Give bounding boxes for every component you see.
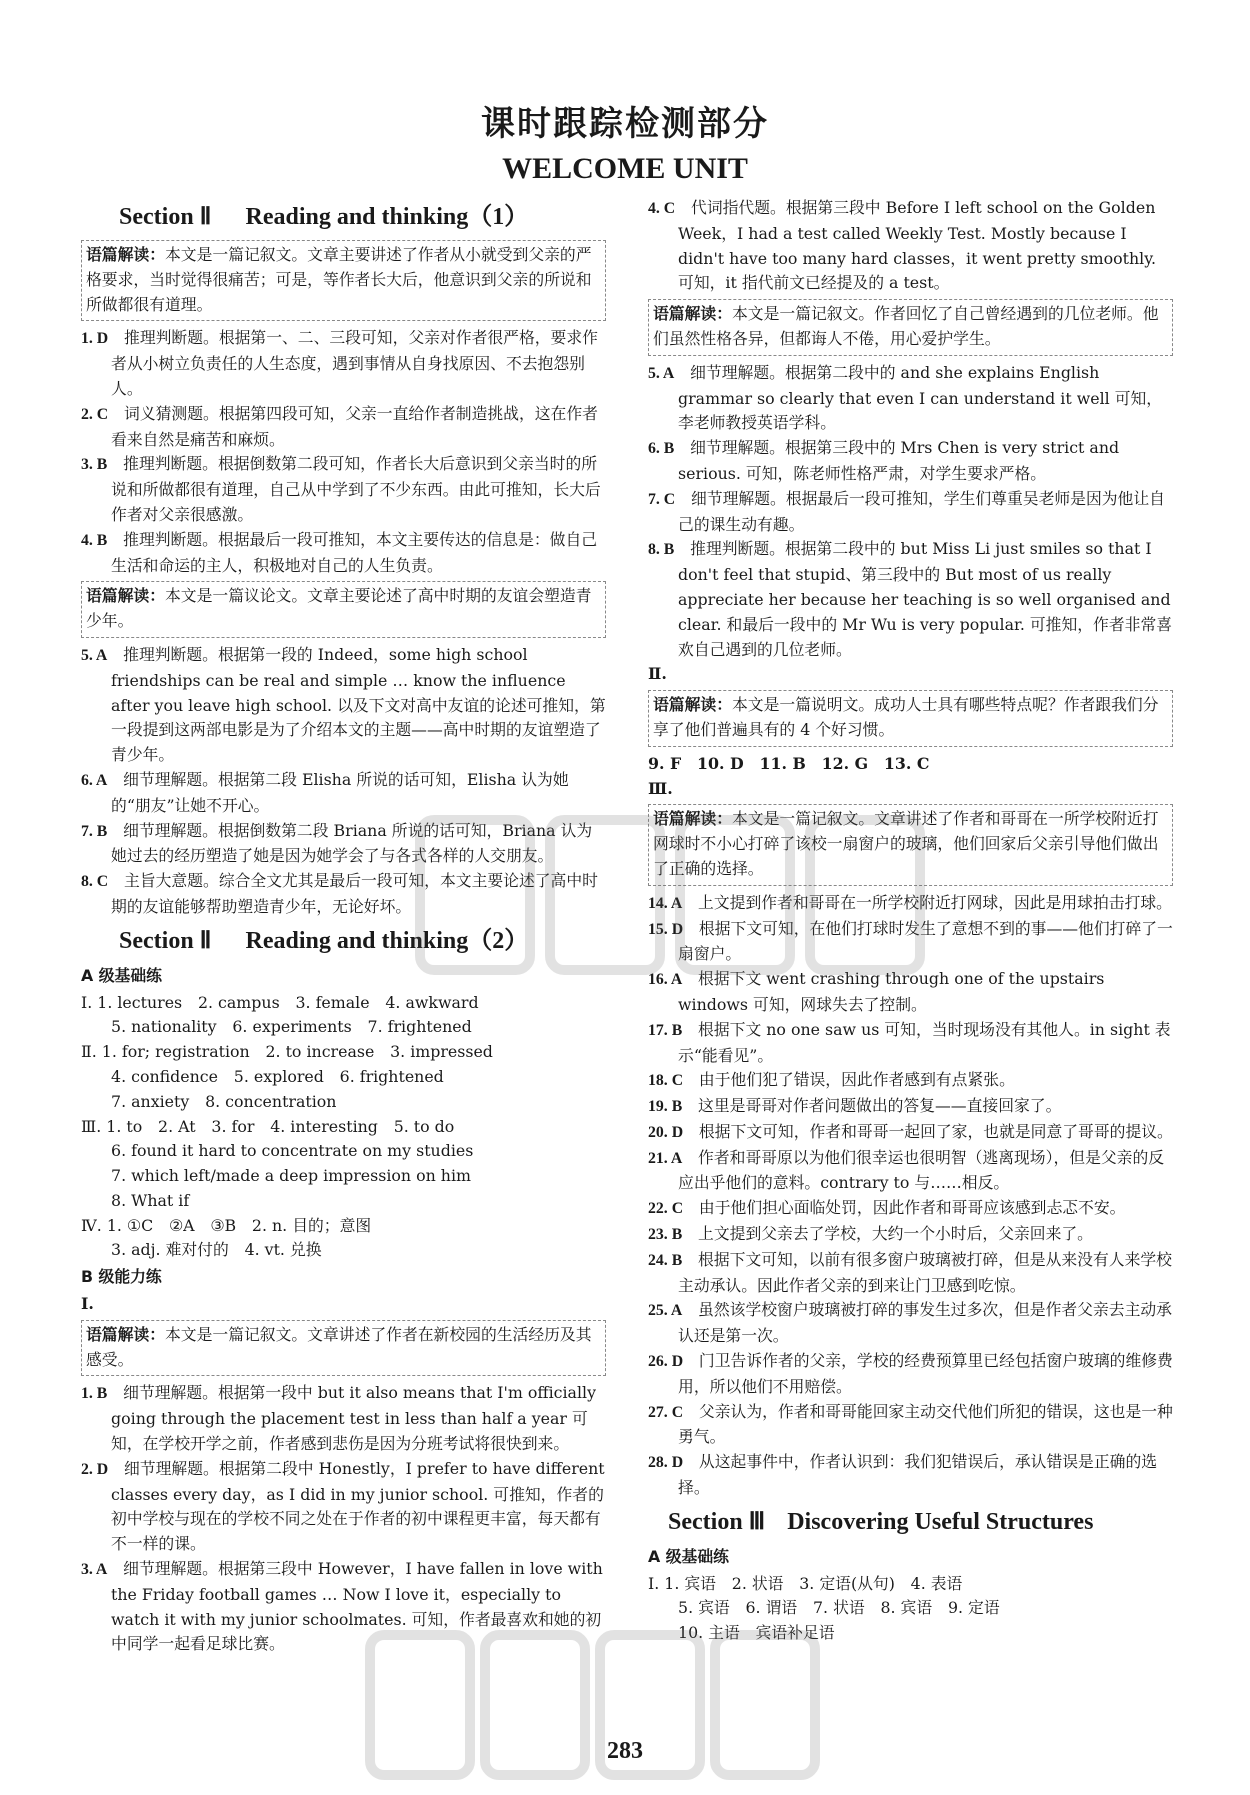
answer-item: 5. A 细节理解题。根据第二段中的 and she explains English grammar so clearly that even I can understand it well 可知，李老师教授英语学科。 [648,362,1163,433]
left-column [81,196,606,1657]
answer-item: 7. B 细节理解题。根据倒数第二段 Briana 所说的话可知，Briana 认为她过去的经历塑造了她是因为她学会了与各式各样的人交朋友。 [81,820,593,866]
part-numeral: Ⅲ. [648,778,673,798]
answer-item: 24. B 根据下文可知，以前有很多窗户玻璃被打碎，但是从来没有人来学校主动承认。因此作者父亲的到来让门卫感到吃惊。 [648,1249,1172,1295]
answer-item: 2. D 细节理解题。根据第二段中 Honestly，I prefer to have different classes every day，as I did in my junior school. 可推知，作者的初中学校与现在的学校不同之处在于作者的初中课程更丰富，每天都有不一样的课。 [81,1458,605,1554]
answer-item: 4. B 推理判断题。根据最后一段可推知，本文主要传达的信息是：做自己生活和命运的主人，积极地对自己的人生负责。 [81,529,598,575]
answer-item: 6. A 细节理解题。根据第二段 Elisha 所说的话可知，Elisha 认为她的“朋友”让她不开心。 [81,769,569,815]
answer-line: 5. nationality 6. experiments 7. frightened [111,1017,472,1037]
answer-item: 21. A 作者和哥哥原以为他们很幸运也很明智（逃离现场），但是父亲的反应出乎他们的意料。contrary to 与……相反。 [648,1147,1165,1193]
answer-item: 19. B 这里是哥哥对作者问题做出的答复——直接回家了。 [648,1096,1062,1116]
level-heading: A 级基础练 [81,965,162,985]
answer-item: 26. D 门卫告诉作者的父亲，学校的经费预算里已经包括窗户玻璃的维修费用，所以他们不用赔偿。 [648,1351,1173,1396]
answer-line: 9. F 10. D 11. B 12. G 13. C [648,753,930,773]
answer-item: 6. B 细节理解题。根据第三段中的 Mrs Chen is very strict and serious. 可知，陈老师性格严肃，对学生要求严格。 [648,438,1120,483]
answer-item: 18. C 由于他们犯了错误，因此作者感到有点紧张。 [648,1070,1015,1090]
level-heading: A 级基础练 [648,1546,729,1566]
answer-item: 1. B 细节理解题。根据第一段中 but it also means that I'm officially going through the placement test in less than half a year 可知，在学校开学之前，作者感到悲伤是因为分班考试将很快到来。 [81,1383,596,1454]
answer-item: 16. A 根据下文 went crashing through one of the upstairs windows 可知，网球失去了控制。 [648,969,1105,1014]
answer-item: 25. A 虽然该学校窗户玻璃被打碎的事发生过多次，但是作者父亲去主动承认还是第一次。 [648,1300,1172,1346]
answer-line: 4. confidence 5. explored 6. frightened [111,1066,444,1086]
section-heading: Section Ⅱ Reading and thinking（1） [119,204,529,230]
answer-line: 5. 宾语 6. 谓语 7. 状语 8. 宾语 9. 定语 [678,1598,1000,1618]
answer-line: 7. anxiety 8. concentration [111,1091,337,1111]
answer-item: 4. C 代词指代题。根据第三段中 Before I left school on the Golden Week，I had a test called Weekly Test. Mostly because I didn't have too many hard classes，it went pretty smoothly. 可知，it 指代前文已经提及的 a test。 [648,198,1157,293]
unit-title: WELCOME UNIT [502,152,748,185]
passage-analysis-box: 语篇解读：本文是一篇记叙文。文章讲述了作者在新校园的生活经历及其感受。 [81,1320,606,1377]
page-number: 283 [607,1738,643,1764]
answer-item: 3. A 细节理解题。根据第三段中 However，I have fallen in love with the Friday football games … Now I love it，especially to watch it with my junior schoolmates. 可知，作者最喜欢和她的初中同学一起看足球比赛。 [81,1559,603,1654]
part-numeral: Ⅰ. [81,1294,94,1314]
passage-analysis-box: 语篇解读：本文是一篇记叙文。作者回忆了自己曾经遇到的几位老师。他们虽然性格各异，但都诲人不倦，用心爱护学生。 [648,299,1173,356]
answer-item: 2. C 词义猜测题。根据第四段可知，父亲一直给作者制造挑战，这在作者看来自然是痛苦和麻烦。 [81,403,598,449]
page-title: 课时跟踪检测部分 [481,104,769,144]
level-heading: B 级能力练 [81,1267,162,1287]
answer-item: 17. B 根据下文 no one saw us 可知，当时现场没有其他人。in sight 表示“能看见”。 [648,1019,1171,1065]
answer-line: Ⅱ. 1. for; registration 2. to increase 3. impressed [81,1042,493,1062]
answer-item: 14. A 上文提到作者和哥哥在一所学校附近打网球，因此是用球拍击打球。 [648,892,1172,912]
answer-item: 8. B 推理判断题。根据第二段中的 but Miss Li just smiles so that I don't feel that stupid、第三段中的 But most of us really appreciate her because her teaching is so well organised and clear. 和最后一段中的 Mr Wu is very popular. 可推知，作者非常喜欢自己遇到的几位老师。 [648,539,1173,659]
answer-line: Ⅳ. 1. ①C ②A ③B 2. n. 目的；意图 [81,1215,372,1235]
passage-analysis-box: 语篇解读：本文是一篇记叙文。文章讲述了作者和哥哥在一所学校附近打网球时不小心打碎了该校一扇窗户的玻璃，他们回家后父亲引导他们做出了正确的选择。 [648,804,1173,885]
answer-line: Ⅰ. 1. lectures 2. campus 3. female 4. awkward [81,992,479,1012]
part-numeral: Ⅱ. [648,664,667,684]
section-heading: Section Ⅲ Discovering Useful Structures [668,1508,1094,1535]
answer-item: 3. B 推理判断题。根据倒数第二段可知，作者长大后意识到父亲当时的所说和所做都很有道理，自己从中学到了不少东西。由此可推知，长大后作者对父亲很感激。 [81,454,601,524]
answer-item: 7. C 细节理解题。根据最后一段可推知，学生们尊重吴老师是因为他让自己的课生动有趣。 [648,488,1165,534]
answer-item: 20. D 根据下文可知，作者和哥哥一起回了家，也就是同意了哥哥的提议。 [648,1121,1173,1141]
answer-item: 22. C 由于他们担心面临处罚，因此作者和哥哥应该感到忐忑不安。 [648,1198,1126,1218]
answer-line: 7. which left/made a deep impression on him [111,1166,472,1186]
section-heading: Section Ⅱ Reading and thinking（2） [119,927,529,954]
passage-analysis-box: 语篇解读：本文是一篇议论文。文章主要论述了高中时期的友谊会塑造青少年。 [81,581,606,638]
answer-item: 1. D 推理判断题。根据第一、二、三段可知，父亲对作者很严格，要求作者从小树立负责任的人生态度，遇到事情从自身找原因、不去抱怨别人。 [81,328,598,398]
passage-analysis-box: 语篇解读：本文是一篇说明文。成功人士具有哪些特点呢？作者跟我们分享了他们普遍具有的 4 个好习惯。 [648,690,1173,747]
answer-item: 5. A 推理判断题。根据第一段的 Indeed，some high school friendships can be real and simple … know the influence after you leave high school. 以及下文对高中友谊的论述可推知，第一段提到这两部电影是为了介绍本文的主题——高中时期的友谊塑造了青少年。 [81,644,606,765]
answer-line: 3. adj. 难对付的 4. vt. 兑换 [111,1240,322,1260]
answer-item: 15. D 根据下文可知，在他们打球时发生了意想不到的事——他们打碎了一扇窗户。 [648,918,1173,964]
answer-line: Ⅲ. 1. to 2. At 3. for 4. interesting 5. to do [81,1116,455,1136]
answer-line: 8. What if [111,1190,190,1210]
answer-item: 28. D 从这起事件中，作者认识到：我们犯错误后，承认错误是正确的选择。 [648,1452,1158,1498]
answer-item: 27. C 父亲认为，作者和哥哥能回家主动交代他们所犯的错误，这也是一种勇气。 [648,1401,1173,1447]
passage-analysis-box: 语篇解读：本文是一篇记叙文。文章主要讲述了作者从小就受到父亲的严格要求，当时觉得很痛苦；可是，等作者长大后，他意识到父亲的所说和所做都很有道理。 [81,240,606,321]
answer-item: 23. B 上文提到父亲去了学校，大约一个小时后，父亲回来了。 [648,1224,1093,1244]
answer-item: 8. C 主旨大意题。综合全文尤其是最后一段可知，本文主要论述了高中时期的友谊能够帮助塑造青少年，无论好坏。 [81,871,598,916]
right-column [648,196,1173,1646]
answer-line: 10. 主语 宾语补足语 [678,1623,835,1643]
answer-line: 6. found it hard to concentrate on my studies [111,1141,474,1161]
answer-line: Ⅰ. 1. 宾语 2. 状语 3. 定语(从句) 4. 表语 [648,1573,963,1593]
